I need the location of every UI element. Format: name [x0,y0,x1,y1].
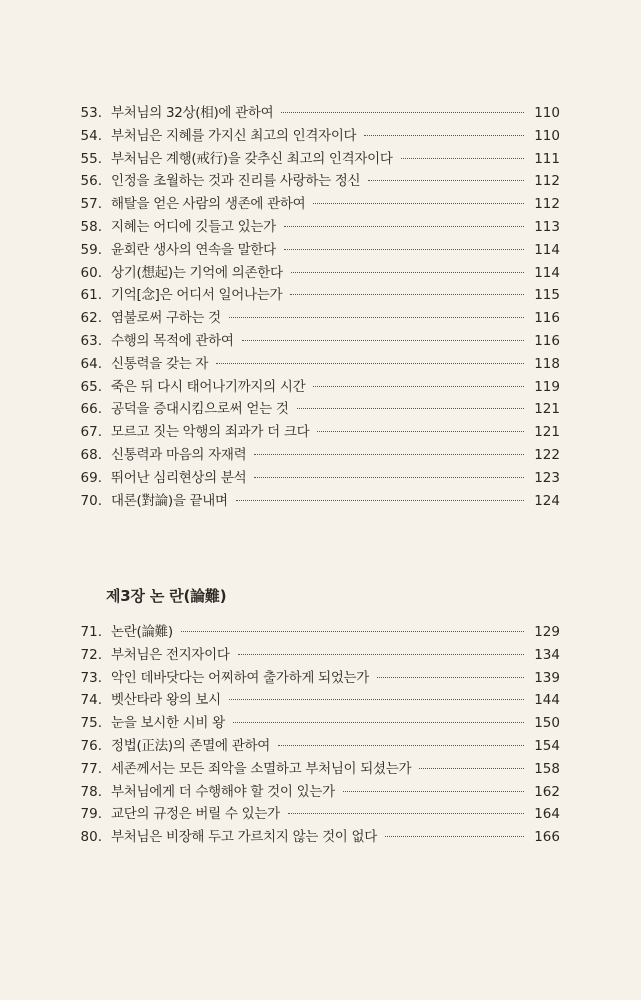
entry-title: 기억[念]은 어디서 일어나는가 [111,287,283,304]
entry-page-number: 113 [534,218,560,235]
entry-number: 59. [80,241,102,258]
toc-entry [72,688,560,711]
entry-page-number: 114 [534,241,560,258]
dot-leader [288,813,524,814]
entry-number: 67. [80,424,102,441]
entry-page-number: 144 [534,692,560,709]
entry-title: 정법(正法)의 존멸에 관하여 [111,737,270,754]
dot-leader [254,477,524,478]
entry-page-number: 164 [534,806,560,823]
entry-number: 65. [80,378,102,395]
entry-title: 부처님은 비장해 두고 가르치지 않는 것이 없다 [111,829,378,846]
dot-leader [297,408,524,409]
dot-leader [242,340,524,341]
entry-number: 61. [80,287,102,304]
toc-entry [72,666,560,689]
entry-page-number: 111 [534,150,560,167]
dot-leader [238,654,524,655]
entry-title: 죽은 뒤 다시 태어나기까지의 시간 [111,378,306,395]
entry-number: 77. [80,760,102,777]
dot-leader [385,836,524,837]
entry-title: 뛰어난 심리현상의 분석 [111,469,247,486]
entry-title: 악인 데바닷다는 어찌하여 출가하게 되었는가 [111,669,370,686]
entry-page-number: 150 [534,715,560,732]
dot-leader [368,180,524,181]
entry-number: 69. [80,469,102,486]
entry-page-number: 116 [534,332,560,349]
entry-title: 공덕을 증대시킴으로써 얻는 것 [111,401,289,418]
toc-entry [72,825,560,848]
entry-page-number: 158 [534,760,560,777]
dot-leader [254,454,524,455]
entry-number: 78. [80,783,102,800]
toc-list-part-2 [72,620,560,848]
toc-entry [72,329,560,352]
chapter-heading: 제3장 논 란(論難) [106,587,227,605]
dot-leader [419,768,524,769]
entry-page-number: 114 [534,264,560,281]
entry-number: 54. [80,127,102,144]
entry-title: 모르고 짓는 악행의 죄과가 더 크다 [111,424,310,441]
toc-entry [72,397,560,420]
entry-number: 73. [80,669,102,686]
entry-title: 교단의 규정은 버릴 수 있는가 [111,806,280,823]
entry-page-number: 134 [534,646,560,663]
entry-number: 79. [80,806,102,823]
entry-page-number: 110 [534,127,560,144]
entry-page-number: 116 [534,310,560,327]
dot-leader [290,294,524,295]
dot-leader [216,363,524,364]
entry-page-number: 122 [534,446,560,463]
dot-leader [281,112,524,113]
toc-entry [72,734,560,757]
entry-title: 부처님의 32상(相)에 관하여 [111,105,274,121]
entry-title: 논란(論難) [111,624,173,640]
entry-title: 신통력과 마음의 자재력 [111,446,247,463]
toc-entry [72,643,560,666]
dot-leader [233,722,524,723]
entry-number: 71. [80,624,102,640]
entry-page-number: 154 [534,737,560,754]
entry-number: 55. [80,150,102,167]
entry-title: 해탈을 얻은 사람의 생존에 관하여 [111,196,306,213]
entry-number: 76. [80,737,102,754]
dot-leader [317,431,524,432]
entry-number: 63. [80,332,102,349]
entry-page-number: 121 [534,401,560,418]
entry-title: 부처님에게 더 수행해야 할 것이 있는가 [111,783,335,800]
entry-title: 눈을 보시한 시비 왕 [111,715,225,732]
dot-leader [364,135,524,136]
entry-page-number: 123 [534,469,560,486]
entry-page-number: 112 [534,196,560,213]
toc-entry [72,711,560,734]
dot-leader [229,317,524,318]
dot-leader [229,699,524,700]
toc-entry [72,215,560,238]
dot-leader [313,386,524,387]
entry-number: 62. [80,310,102,327]
dot-leader [181,631,524,632]
toc-entry [72,780,560,803]
entry-number: 57. [80,196,102,213]
entry-title: 벳산타라 왕의 보시 [111,692,221,709]
dot-leader [278,745,524,746]
entry-number: 70. [80,492,102,509]
entry-page-number: 162 [534,783,560,800]
toc-entry [72,238,560,261]
dot-leader [401,158,524,159]
entry-title: 부처님은 계행(戒行)을 갖추신 최고의 인격자이다 [111,150,393,167]
toc-entry [72,169,560,192]
toc-entry [72,261,560,284]
toc-entry [72,757,560,780]
toc-entry [72,620,560,643]
entry-page-number: 139 [534,669,560,686]
dot-leader [284,249,524,250]
dot-leader [236,500,524,501]
toc-entry [72,283,560,306]
dot-leader [343,791,524,792]
entry-title: 윤회란 생사의 연속을 말한다 [111,241,276,258]
toc-entry [72,192,560,215]
toc-entry [72,124,560,147]
entry-number: 60. [80,264,102,281]
entry-title: 수행의 목적에 관하여 [111,332,234,349]
toc-entry [72,352,560,375]
toc-entry [72,306,560,329]
entry-page-number: 112 [534,173,560,190]
toc-entry [72,420,560,443]
entry-page-number: 124 [534,492,560,509]
entry-title: 세존께서는 모든 죄악을 소멸하고 부처님이 되셨는가 [111,760,412,777]
toc-list-part-1 [72,101,560,511]
entry-number: 80. [80,829,102,846]
toc-entry [72,101,560,124]
entry-page-number: 118 [534,355,560,372]
entry-number: 58. [80,218,102,235]
entry-number: 53. [80,105,102,121]
entry-page-number: 115 [534,287,560,304]
entry-page-number: 166 [534,829,560,846]
entry-page-number: 119 [534,378,560,395]
dot-leader [284,226,524,227]
entry-title: 신통력을 갖는 자 [111,355,209,372]
entry-number: 68. [80,446,102,463]
toc-entry [72,375,560,398]
entry-page-number: 129 [534,624,560,640]
toc-entry [72,443,560,466]
toc-entry [72,802,560,825]
entry-page-number: 110 [534,105,560,121]
toc-entry [72,147,560,170]
entry-number: 74. [80,692,102,709]
entry-title: 인정을 초월하는 것과 진리를 사랑하는 정신 [111,173,361,190]
entry-number: 56. [80,173,102,190]
entry-title: 상기(想起)는 기억에 의존한다 [111,264,283,281]
toc-entry [72,466,560,489]
entry-title: 부처님은 지혜를 가지신 최고의 인격자이다 [111,127,357,144]
dot-leader [291,272,524,273]
entry-page-number: 121 [534,424,560,441]
entry-number: 75. [80,715,102,732]
entry-title: 부처님은 전지자이다 [111,646,230,663]
entry-number: 64. [80,355,102,372]
entry-title: 지혜는 어디에 깃들고 있는가 [111,218,276,235]
dot-leader [313,203,524,204]
entry-title: 염불로써 구하는 것 [111,310,221,327]
dot-leader [377,677,524,678]
entry-title: 대론(對論)을 끝내며 [111,492,228,509]
toc-entry [72,489,560,512]
entry-number: 72. [80,646,102,663]
entry-number: 66. [80,401,102,418]
